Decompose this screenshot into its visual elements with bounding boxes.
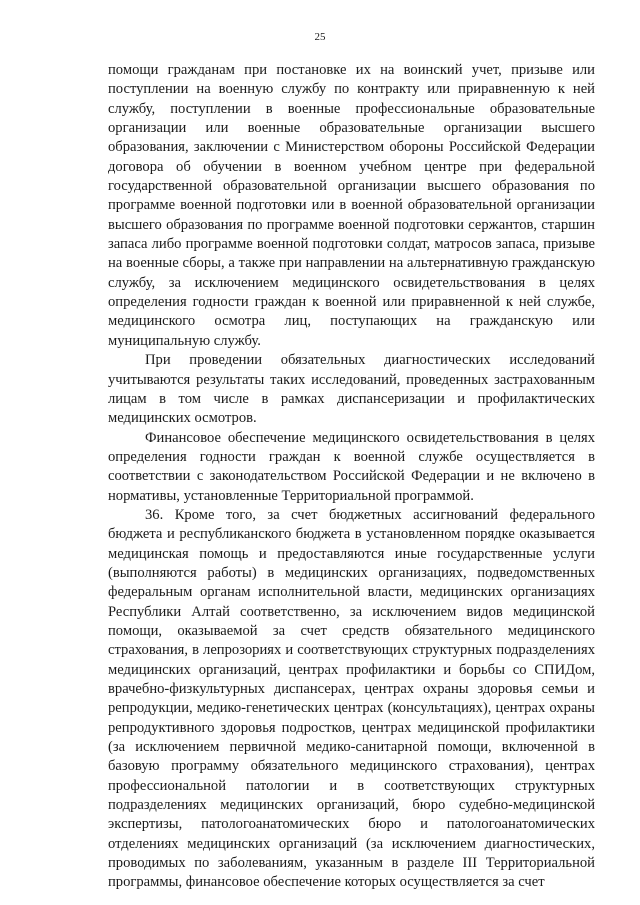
paragraph-diagnostic-results: При проведении обязательных диагностических исследований учитываются результаты таких исследований, проведенных застрахованным лицам в том числе в рамках диспансеризации и профилактических медицинских осмотров.: [108, 352, 595, 427]
document-body: [108, 61, 595, 893]
paragraph-continuation: помощи гражданам при постановке их на воинский учет, призыве или поступлении на военную службу по контракту или приравненную к ней службу, поступлении в военные профессиональные образовательные организации или военные образовательные организации высшего образования, заключении с Министерством обороны Российской Федерации договора об обучении в военном учебном центре при федеральной государственной образовательной организации высшего образования по программе военной подготовки или в военной образовательной организации высшего образования по программе военной подготовки сержантов, старшин запаса либо программе военной подготовки солдат, матросов запаса, призыве на военные сборы, а также при направлении на альтернативную гражданскую службу, за исключением медицинского освидетельствования в целях определения годности граждан к военной или приравненной к ней службе, медицинского осмотра лиц, поступающих на гражданскую или муниципальную службу.: [108, 62, 595, 349]
page-number: 25: [314, 31, 326, 43]
paragraph-military-examination-funding: Финансовое обеспечение медицинского освидетельствования в целях определения годности граждан к военной службе осуществляется в соответствии с законодательством Российской Федерации и не включено в нормативы, установленные Территориальной программой.: [108, 429, 595, 504]
paragraph-item-36: 36. Кроме того, за счет бюджетных ассигнований федерального бюджета и республиканского бюджета в установленном порядке оказывается медицинская помощь и предоставляются иные государственные услуги (выполняются работы) в медицинских организациях, подведомственных федеральным органам исполнительной власти, медицинских организациях Республики Алтай соответственно, за исключением видов медицинской помощи, оказываемой за счет средств обязательного медицинского страхования, в лепрозориях и соответствующих структурных подразделениях медицинских организаций, центрах профилактики и борьбы со СПИДом, врачебно-физкультурных диспансерах, центрах охраны здоровья семьи и репродукции, медико-генетических центрах (консультациях), центрах охраны репродуктивного здоровья подростков, центрах медицинской профилактики (за исключением первичной медико-санитарной помощи, включенной в базовую программу обязательного медицинского страхования), центрах профессиональной патологии и в соответствующих структурных подразделениях медицинских организаций, бюро судебно-медицинской экспертизы, патологоанатомических бюро и патологоанатомических отделениях медицинских организаций (за исключением диагностических, проводимых по заболеваниям, указанным в разделе III Территориальной программы, финансовое обеспечение которых осуществляется за счет: [108, 506, 595, 891]
